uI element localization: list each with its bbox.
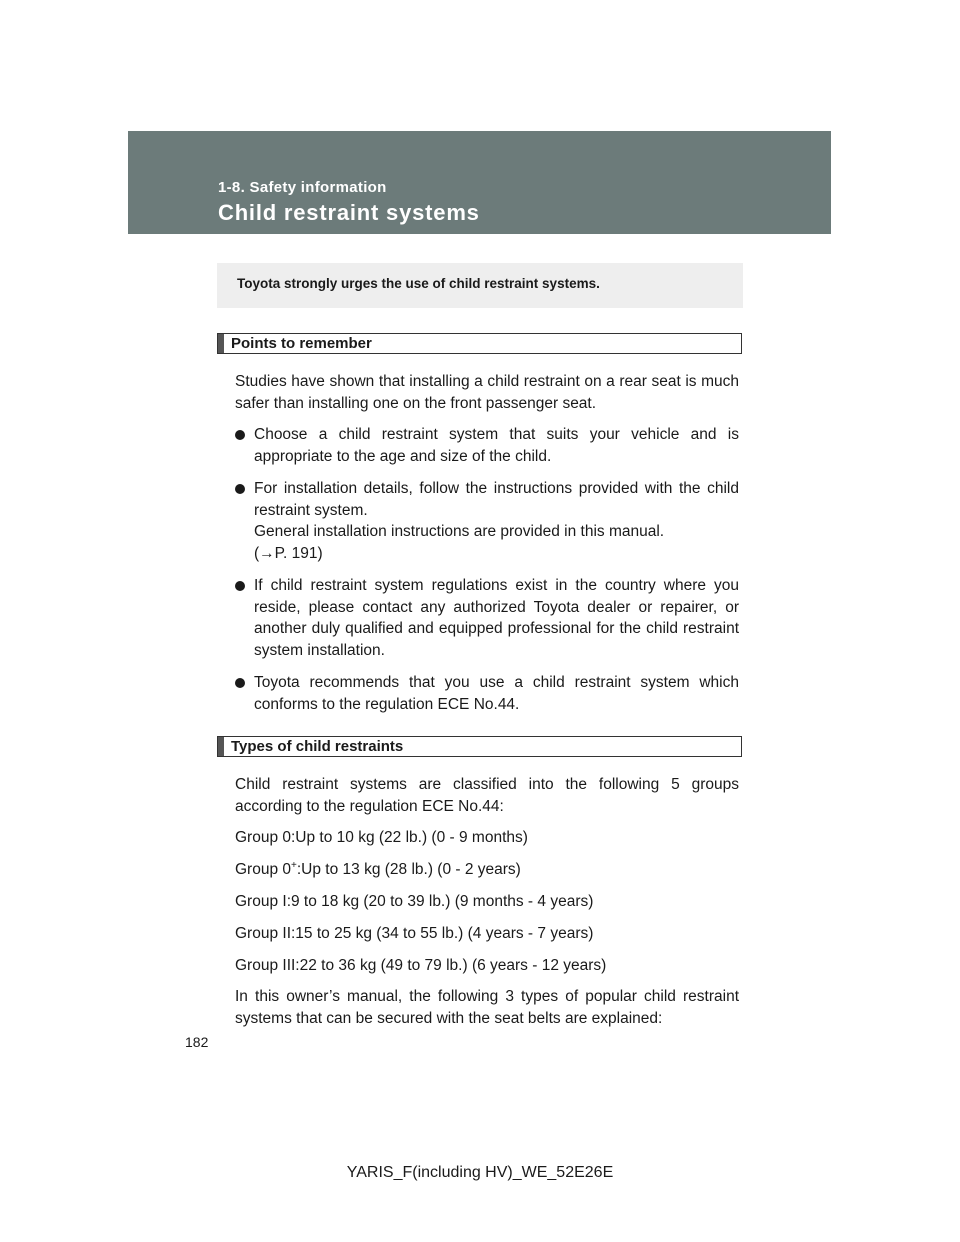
bullet-text	[254, 478, 739, 564]
group-line: Group I:9 to 18 kg (20 to 39 lb.) (9 months - 4 years)	[235, 893, 594, 910]
page-title: Child restraint systems	[218, 200, 480, 225]
bullet-text: If child restraint system regulations exist in the country where you reside, please contact any authorized Toyota dealer or repairer, or another duly qualified and equipped professional for the child restraint system installation.	[254, 577, 739, 659]
points-heading-box	[217, 333, 742, 354]
bullet-item	[235, 478, 739, 564]
bullet-dot-icon	[235, 430, 245, 440]
group-prefix: Group 0	[235, 861, 292, 878]
types-heading-box	[217, 736, 742, 757]
bullet-dot-icon	[235, 484, 245, 494]
page-number: 182	[185, 1034, 209, 1050]
group-line	[235, 859, 521, 881]
points-paragraph: Studies have shown that installing a child restraint on a rear seat is much safer than installing one on the front passenger seat.	[235, 373, 739, 412]
bullet-main-text: For installation details, follow the instructions provided with the child restraint system.	[254, 480, 739, 519]
bullet-dot-icon	[235, 581, 245, 591]
heading-accent-bar	[218, 737, 224, 756]
intro-box	[217, 263, 743, 308]
header-band	[128, 131, 831, 234]
points-heading: Points to remember	[231, 335, 372, 352]
types-closing-paragraph: In this owner’s manual, the following 3 types of popular child restraint systems that can be secured with the seat belts are explained:	[235, 988, 739, 1027]
bullet-item	[235, 672, 739, 715]
heading-accent-bar	[218, 334, 224, 353]
bullet-text: Choose a child restraint system that suits your vehicle and is appropriate to the age and size of the child.	[254, 426, 739, 465]
bullet-item	[235, 575, 739, 661]
section-label: 1-8. Safety information	[218, 179, 387, 196]
types-paragraph: Child restraint systems are classified into the following 5 groups according to the regulation ECE No.44:	[235, 776, 739, 815]
group-rest: :Up to 13 kg (28 lb.) (0 - 2 years)	[296, 861, 521, 878]
group-line: Group III:22 to 36 kg (49 to 79 lb.) (6 years - 12 years)	[235, 957, 607, 974]
bullet-dot-icon	[235, 678, 245, 688]
group-superscript: +	[291, 859, 297, 871]
bullet-item	[235, 424, 739, 467]
footer-code: YARIS_F(including HV)_WE_52E26E	[346, 1164, 614, 1181]
group-line: Group II:15 to 25 kg (34 to 55 lb.) (4 years - 7 years)	[235, 925, 594, 942]
bullet-extra-text: General installation instructions are provided in this manual.	[254, 523, 665, 540]
group-line: Group 0:Up to 10 kg (22 lb.) (0 - 9 months)	[235, 829, 528, 846]
intro-text: Toyota strongly urges the use of child restraint systems.	[237, 276, 600, 291]
types-heading: Types of child restraints	[231, 738, 404, 755]
page-reference: (→P. 191)	[254, 544, 323, 562]
bullet-text: Toyota recommends that you use a child restraint system which conforms to the regulation ECE No.44.	[254, 674, 739, 713]
